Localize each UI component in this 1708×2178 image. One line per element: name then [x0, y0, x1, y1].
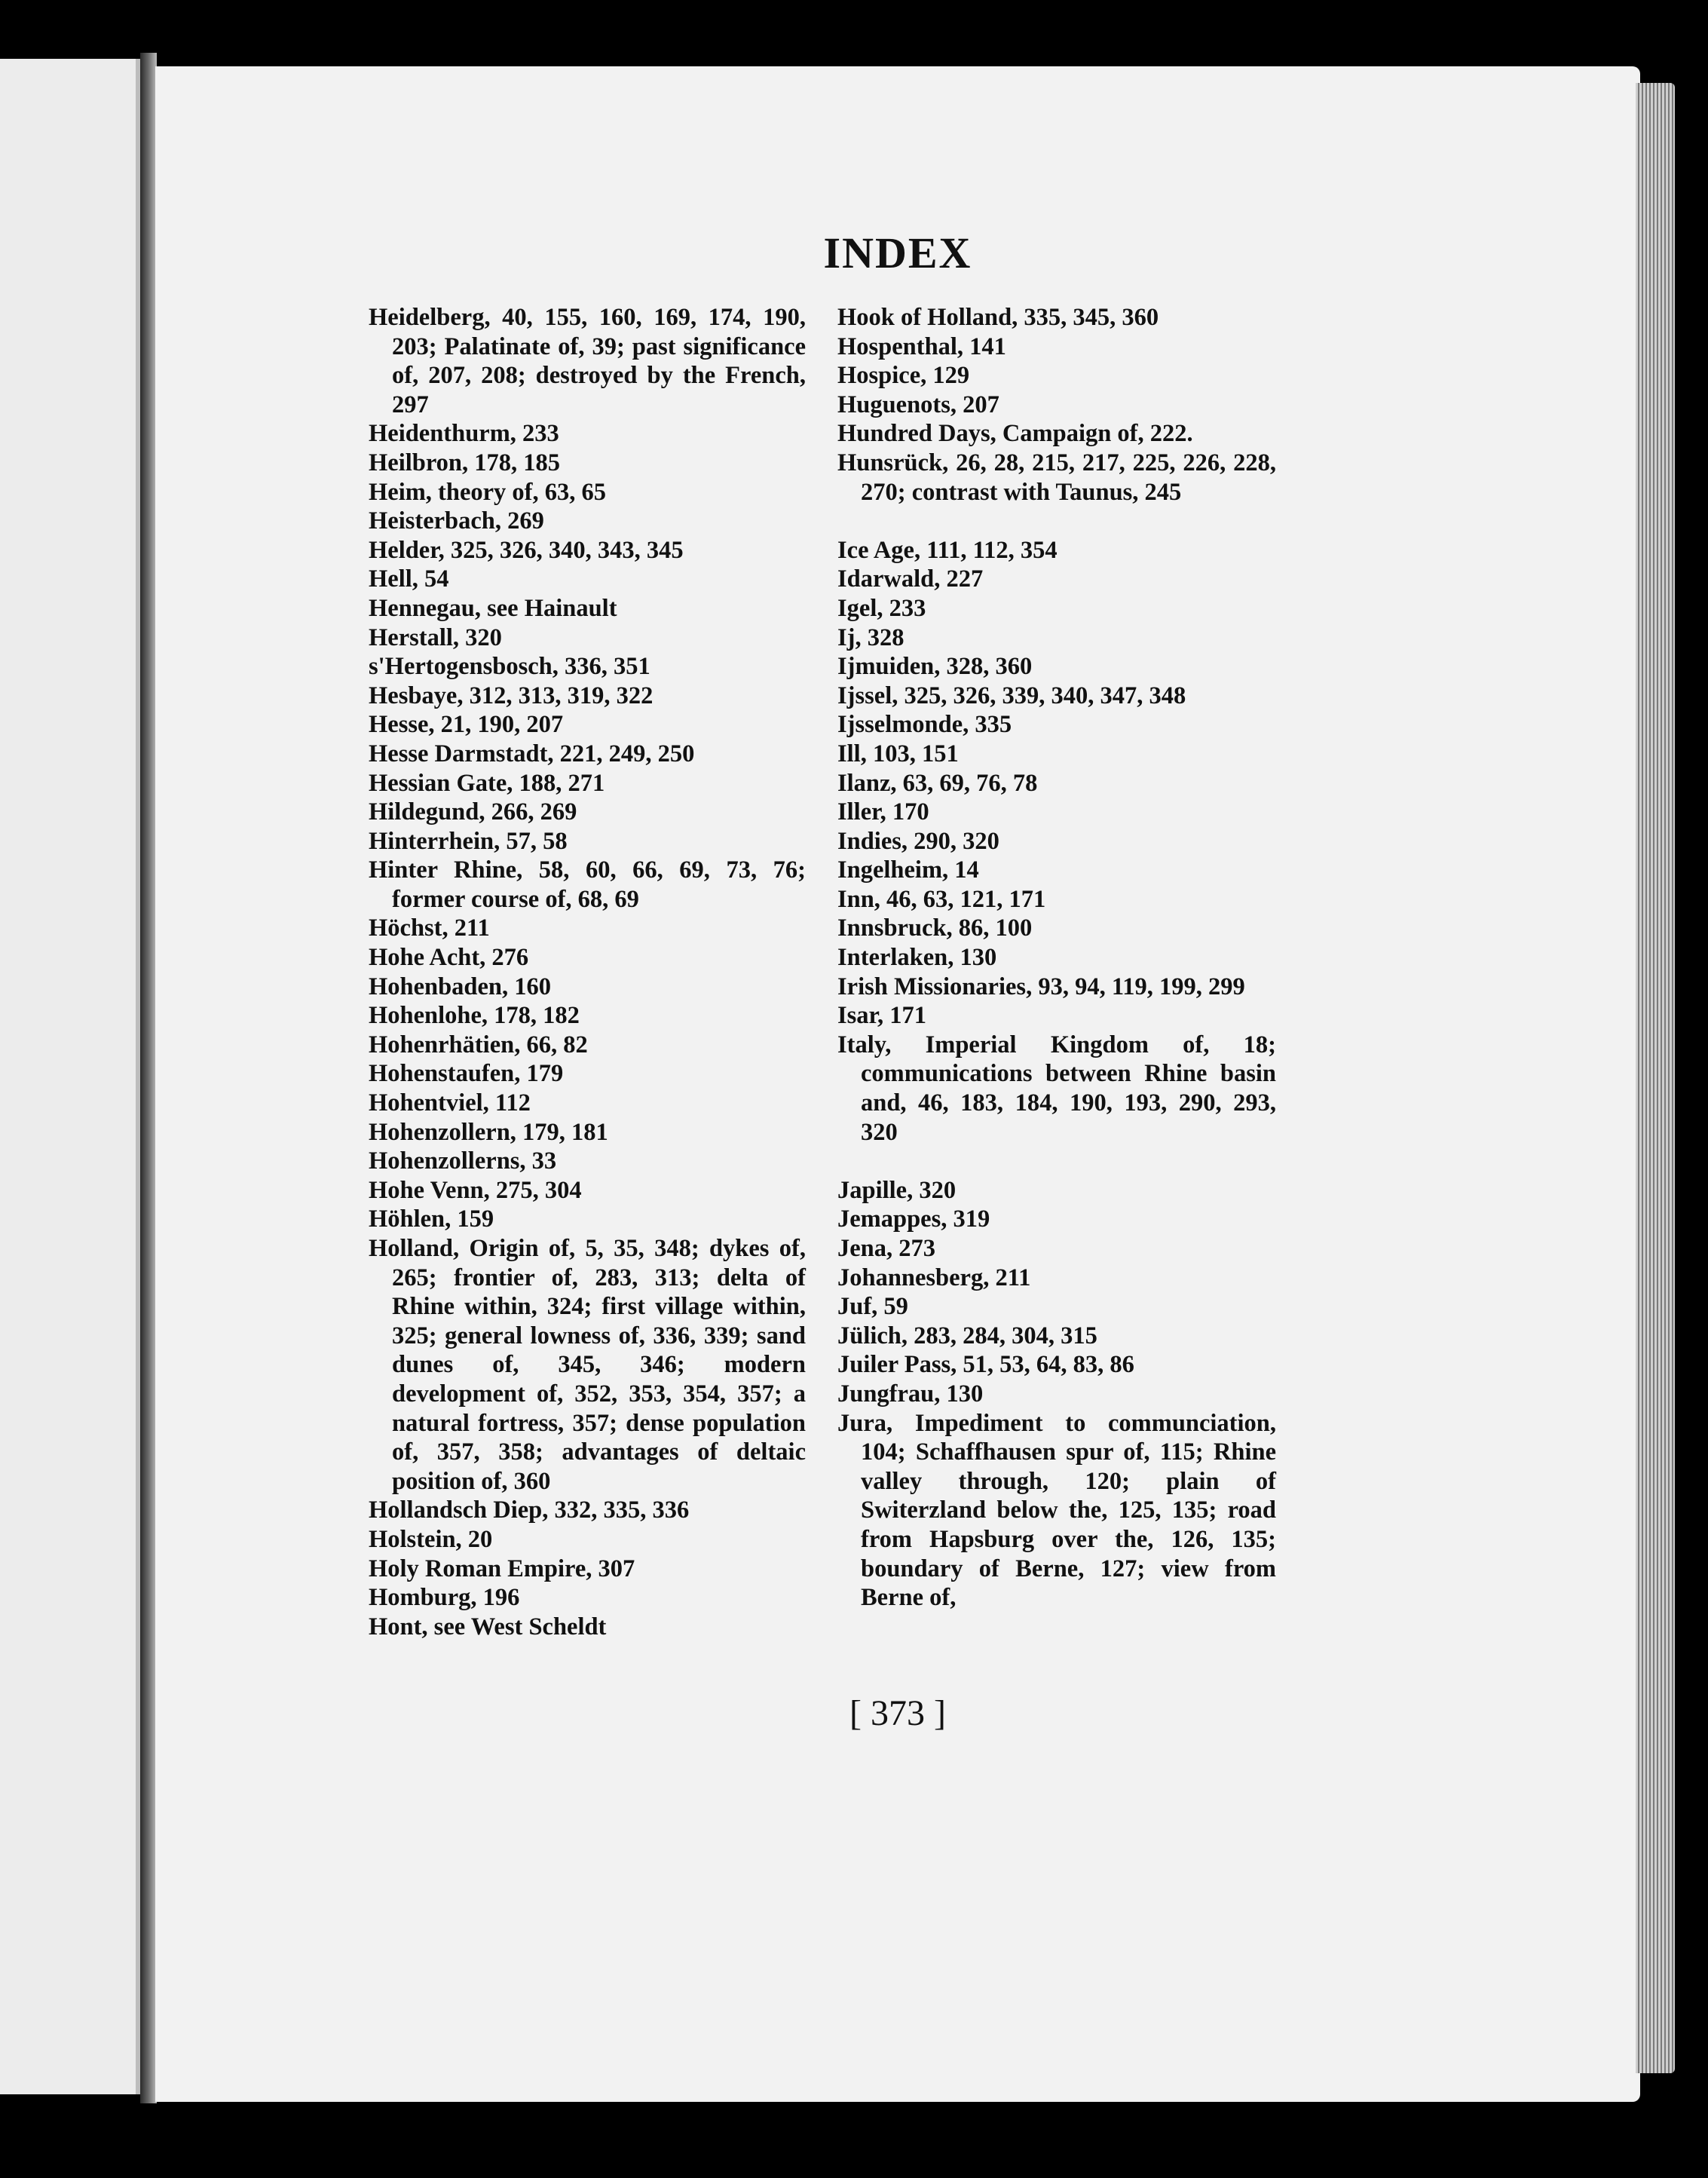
- index-entry: Innsbruck, 86, 100: [837, 914, 1033, 942]
- index-entry: Hesse, 21, 190, 207: [369, 711, 564, 739]
- index-entry: Hohe Acht, 276: [369, 944, 529, 972]
- index-entry: Ilanz, 63, 69, 76, 78: [837, 769, 1038, 797]
- facing-page-edge: [0, 59, 140, 2094]
- index-entry: Höchst, 211: [369, 914, 490, 942]
- index-entry: Jülich, 283, 284, 304, 315: [837, 1322, 1097, 1349]
- index-entry: Hennegau, see Hainault: [369, 594, 617, 622]
- index-entry: s'Hertogensbosch, 336, 351: [369, 653, 650, 681]
- index-entry: Hook of Holland, 335, 345, 360: [837, 304, 1159, 331]
- index-entry: Idarwald, 227: [837, 565, 984, 593]
- index-entry: Hospice, 129: [837, 362, 970, 390]
- index-letter-gap: [837, 1147, 1276, 1176]
- index-entry: Ijmuiden, 328, 360: [837, 653, 1033, 681]
- index-entry: Holy Roman Empire, 307: [369, 1555, 635, 1582]
- index-entry: Hohenlohe, 178, 182: [369, 1002, 580, 1030]
- index-entry: Hessian Gate, 188, 271: [369, 769, 605, 797]
- index-entry: Ice Age, 111, 112, 354: [837, 536, 1058, 564]
- index-entry: Hohentviel, 112: [369, 1089, 531, 1117]
- index-entry: Japille, 320: [837, 1176, 957, 1204]
- index-entry: Hohenrhätien, 66, 82: [369, 1031, 588, 1058]
- index-entry: Hont, see West Scheldt: [369, 1613, 607, 1640]
- index-entry: Hohenstaufen, 179: [369, 1060, 564, 1088]
- index-letter-gap: [837, 507, 1276, 536]
- index-entry: Hollandsch Diep, 332, 335, 336: [369, 1496, 690, 1524]
- index-entry: Johannesberg, 211: [837, 1264, 1031, 1291]
- index-entry: Jungfrau, 130: [837, 1380, 984, 1408]
- index-entry: Höhlen, 159: [369, 1205, 494, 1233]
- index-entry: Hinter Rhine, 58, 60, 66, 69, 73, 76; former course of, 68, 69: [369, 856, 806, 913]
- index-entry: Isar, 171: [837, 1002, 926, 1030]
- page-number: [ 373 ]: [849, 1693, 946, 1733]
- index-entry: Hesbaye, 312, 313, 319, 322: [369, 682, 654, 709]
- index-entry: Juf, 59: [837, 1293, 908, 1321]
- index-entry: Igel, 233: [837, 594, 926, 622]
- index-entry: Irish Missionaries, 93, 94, 119, 199, 299: [837, 973, 1245, 1000]
- index-entry: Jemappes, 319: [837, 1205, 990, 1233]
- index-entry: Herstall, 320: [369, 623, 502, 651]
- index-entry: Juiler Pass, 51, 53, 64, 83, 86: [837, 1351, 1134, 1379]
- index-entry: Ij, 328: [837, 623, 905, 651]
- index-entry: Hell, 54: [369, 565, 449, 593]
- index-entry: Heidenthurm, 233: [369, 420, 559, 448]
- index-entry: Hildegund, 266, 269: [369, 798, 577, 826]
- index-entry: Inn, 46, 63, 121, 171: [837, 885, 1046, 913]
- index-entry: Ijsselmonde, 335: [837, 711, 1012, 739]
- index-entry: Jura, Impediment to communciation, 104; Schaffhausen spur of, 115; Rhine valley through, 120; plain of Switerzland below the, 125, 135; road from Hapsburg over the, 126, 135; boundary of Berne, 127; view from Berne of,: [837, 1409, 1276, 1612]
- index-entry: Holland, Origin of, 5, 35, 348; dykes of, 265; frontier of, 283, 313; delta of Rhine within, 324; first village within, 325; general lowness of, 336, 339; sand dunes of, 345, 346; modern development of, 352, 353, 354, 357; a natural fortress, 357; dense population of, 357, 358; advantages of deltaic position of, 360: [369, 1235, 806, 1495]
- index-entry: Indies, 290, 320: [837, 827, 999, 855]
- index-entry: Helder, 325, 326, 340, 343, 345: [369, 536, 684, 564]
- index-entry: Ingelheim, 14: [837, 856, 979, 884]
- index-entry: Ijssel, 325, 326, 339, 340, 347, 348: [837, 682, 1186, 709]
- index-column-left: [369, 303, 806, 1641]
- index-entry: Hohenzollern, 179, 181: [369, 1118, 608, 1146]
- index-entry: Interlaken, 130: [837, 944, 997, 972]
- index-entry: Ill, 103, 151: [837, 740, 959, 767]
- index-entry: Hundred Days, Campaign of, 222.: [837, 420, 1193, 448]
- index-entry: Hohenzollerns, 33: [369, 1147, 557, 1175]
- index-entry: Heim, theory of, 63, 65: [369, 478, 607, 506]
- index-entry: Hesse Darmstadt, 221, 249, 250: [369, 740, 695, 767]
- index-entry: Hohenbaden, 160: [369, 973, 552, 1000]
- index-entry: Heisterbach, 269: [369, 507, 544, 535]
- index-entry: Holstein, 20: [369, 1525, 493, 1553]
- index-entry: Hunsrück, 26, 28, 215, 217, 225, 226, 228, 270; contrast with Taunus, 245: [837, 449, 1276, 506]
- index-entry: Homburg, 196: [369, 1584, 520, 1612]
- index-column-right: [837, 303, 1276, 1613]
- page-title: INDEX: [823, 228, 972, 277]
- index-entry: Hinterrhein, 57, 58: [369, 827, 568, 855]
- index-entry: Iller, 170: [837, 798, 929, 826]
- book-gutter: [140, 53, 157, 2103]
- index-entry: Heilbron, 178, 185: [369, 449, 561, 476]
- page-stack-edge: [1636, 83, 1675, 2073]
- index-entry: Hospenthal, 141: [837, 332, 1006, 360]
- index-entry: Jena, 273: [837, 1235, 935, 1262]
- index-entry: Italy, Imperial Kingdom of, 18; communications between Rhine basin and, 46, 183, 184, 190, 193, 290, 293, 320: [837, 1031, 1276, 1146]
- index-entry: Hohe Venn, 275, 304: [369, 1176, 582, 1204]
- index-entry: Huguenots, 207: [837, 391, 999, 418]
- index-entry: Heidelberg, 40, 155, 160, 169, 174, 190, 203; Palatinate of, 39; past significance of, 207, 208; destroyed by the French, 297: [369, 304, 806, 418]
